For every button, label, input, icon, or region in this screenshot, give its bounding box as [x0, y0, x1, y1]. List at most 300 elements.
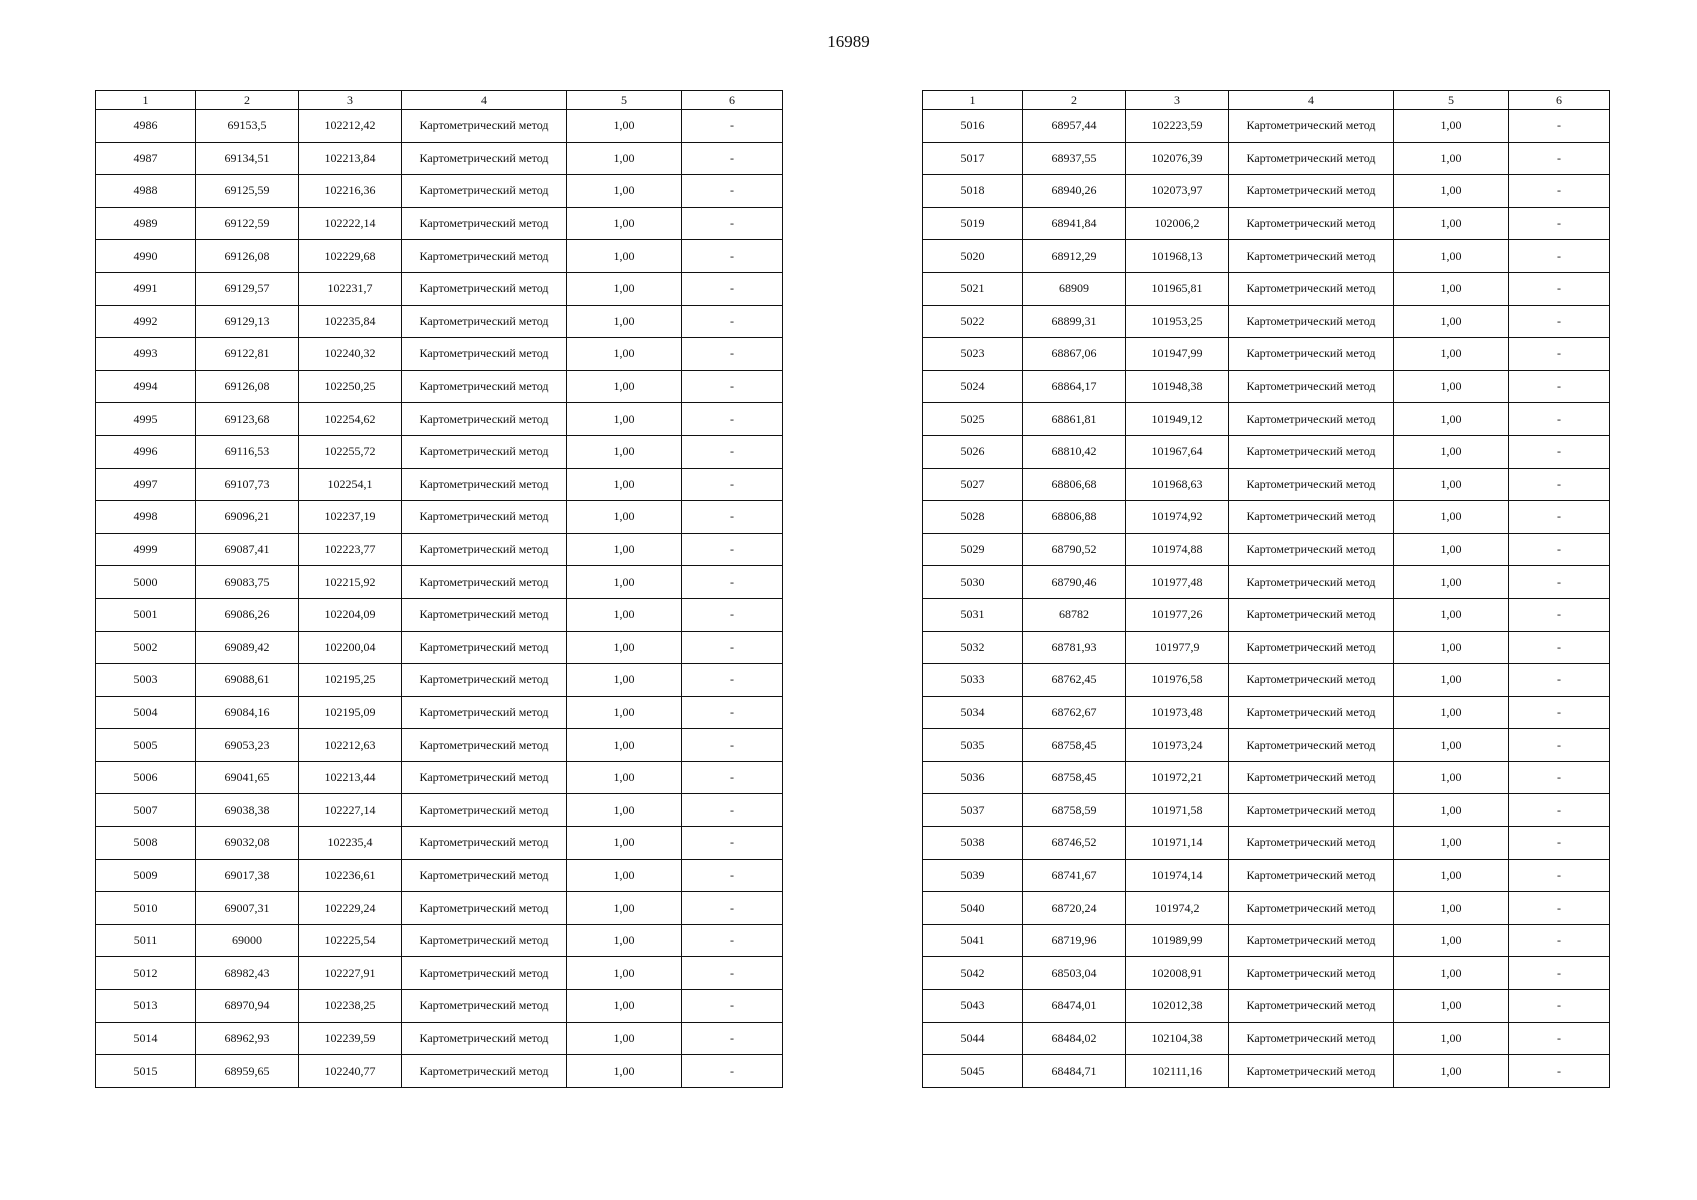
accuracy-cell: 1,00	[1394, 533, 1509, 566]
method-cell: Картометрический метод	[1229, 892, 1394, 925]
description-cell: -	[682, 468, 783, 501]
table-row	[923, 272, 1610, 305]
accuracy-cell: 1,00	[567, 664, 682, 697]
point-number-cell: 4993	[96, 338, 196, 371]
accuracy-cell: 1,00	[1394, 957, 1509, 990]
point-number-cell: 4992	[96, 305, 196, 338]
y-coordinate-cell: 102254,1	[299, 468, 402, 501]
point-number-cell: 5033	[923, 664, 1023, 697]
accuracy-cell: 1,00	[567, 533, 682, 566]
point-number-cell: 4994	[96, 370, 196, 403]
description-cell: -	[682, 240, 783, 273]
point-number-cell: 4987	[96, 142, 196, 175]
x-coordinate-cell: 68982,43	[196, 957, 299, 990]
method-cell: Картометрический метод	[402, 859, 567, 892]
y-coordinate-cell: 102200,04	[299, 631, 402, 664]
method-cell: Картометрический метод	[1229, 240, 1394, 273]
x-coordinate-cell: 68957,44	[1023, 110, 1126, 143]
table-row	[923, 827, 1610, 860]
accuracy-cell: 1,00	[567, 142, 682, 175]
accuracy-cell: 1,00	[1394, 272, 1509, 305]
point-number-cell: 5017	[923, 142, 1023, 175]
x-coordinate-cell: 68909	[1023, 272, 1126, 305]
point-number-cell: 5028	[923, 501, 1023, 534]
x-coordinate-cell: 68758,59	[1023, 794, 1126, 827]
x-coordinate-cell: 69126,08	[196, 240, 299, 273]
table-row	[96, 305, 783, 338]
table-row	[96, 566, 783, 599]
x-coordinate-cell: 69000	[196, 924, 299, 957]
x-coordinate-cell: 68899,31	[1023, 305, 1126, 338]
point-number-cell: 5040	[923, 892, 1023, 925]
x-coordinate-cell: 69122,59	[196, 207, 299, 240]
x-coordinate-cell: 69053,23	[196, 729, 299, 762]
accuracy-cell: 1,00	[567, 859, 682, 892]
x-coordinate-cell: 69125,59	[196, 175, 299, 208]
description-cell: -	[1509, 435, 1610, 468]
x-coordinate-cell: 69084,16	[196, 696, 299, 729]
x-coordinate-cell: 68806,68	[1023, 468, 1126, 501]
x-coordinate-cell: 68762,67	[1023, 696, 1126, 729]
point-number-cell: 4990	[96, 240, 196, 273]
accuracy-cell: 1,00	[567, 468, 682, 501]
point-number-cell: 5036	[923, 761, 1023, 794]
column-header: 4	[402, 91, 567, 110]
x-coordinate-cell: 69083,75	[196, 566, 299, 599]
table-row	[923, 1022, 1610, 1055]
column-header: 1	[96, 91, 196, 110]
method-cell: Картометрический метод	[402, 598, 567, 631]
y-coordinate-cell: 102235,4	[299, 827, 402, 860]
description-cell: -	[682, 338, 783, 371]
point-number-cell: 5011	[96, 924, 196, 957]
x-coordinate-cell: 68959,65	[196, 1055, 299, 1088]
table-row	[96, 403, 783, 436]
y-coordinate-cell: 101953,25	[1126, 305, 1229, 338]
y-coordinate-cell: 102008,91	[1126, 957, 1229, 990]
table-row	[96, 533, 783, 566]
point-number-cell: 5042	[923, 957, 1023, 990]
table-row	[923, 207, 1610, 240]
method-cell: Картометрический метод	[402, 1055, 567, 1088]
point-number-cell: 5009	[96, 859, 196, 892]
x-coordinate-cell: 68484,02	[1023, 1022, 1126, 1055]
point-number-cell: 5021	[923, 272, 1023, 305]
y-coordinate-cell: 101965,81	[1126, 272, 1229, 305]
x-coordinate-cell: 69096,21	[196, 501, 299, 534]
method-cell: Картометрический метод	[1229, 859, 1394, 892]
y-coordinate-cell: 102250,25	[299, 370, 402, 403]
accuracy-cell: 1,00	[567, 761, 682, 794]
y-coordinate-cell: 101967,64	[1126, 435, 1229, 468]
x-coordinate-cell: 68861,81	[1023, 403, 1126, 436]
accuracy-cell: 1,00	[567, 435, 682, 468]
description-cell: -	[682, 892, 783, 925]
y-coordinate-cell: 102229,24	[299, 892, 402, 925]
point-number-cell: 5030	[923, 566, 1023, 599]
y-coordinate-cell: 102111,16	[1126, 1055, 1229, 1088]
x-coordinate-cell: 68781,93	[1023, 631, 1126, 664]
method-cell: Картометрический метод	[402, 1022, 567, 1055]
y-coordinate-cell: 101974,92	[1126, 501, 1229, 534]
y-coordinate-cell: 102195,09	[299, 696, 402, 729]
description-cell: -	[682, 990, 783, 1023]
accuracy-cell: 1,00	[1394, 305, 1509, 338]
table-body	[96, 110, 783, 1088]
x-coordinate-cell: 68503,04	[1023, 957, 1126, 990]
table-header-row	[96, 91, 783, 110]
description-cell: -	[1509, 501, 1610, 534]
table-row	[96, 501, 783, 534]
description-cell: -	[682, 729, 783, 762]
point-number-cell: 4991	[96, 272, 196, 305]
accuracy-cell: 1,00	[567, 175, 682, 208]
table-row	[96, 664, 783, 697]
method-cell: Картометрический метод	[402, 957, 567, 990]
accuracy-cell: 1,00	[567, 696, 682, 729]
method-cell: Картометрический метод	[1229, 1022, 1394, 1055]
method-cell: Картометрический метод	[1229, 566, 1394, 599]
x-coordinate-cell: 68719,96	[1023, 924, 1126, 957]
y-coordinate-cell: 102240,32	[299, 338, 402, 371]
table-row	[96, 110, 783, 143]
table-row	[923, 501, 1610, 534]
x-coordinate-cell: 68484,71	[1023, 1055, 1126, 1088]
point-number-cell: 5043	[923, 990, 1023, 1023]
description-cell: -	[1509, 892, 1610, 925]
y-coordinate-cell: 102229,68	[299, 240, 402, 273]
method-cell: Картометрический метод	[402, 272, 567, 305]
y-coordinate-cell: 102227,14	[299, 794, 402, 827]
x-coordinate-cell: 68806,88	[1023, 501, 1126, 534]
table-row	[923, 533, 1610, 566]
description-cell: -	[682, 794, 783, 827]
description-cell: -	[1509, 827, 1610, 860]
accuracy-cell: 1,00	[567, 501, 682, 534]
table-row	[96, 892, 783, 925]
table-row	[923, 957, 1610, 990]
x-coordinate-cell: 68474,01	[1023, 990, 1126, 1023]
point-number-cell: 5027	[923, 468, 1023, 501]
y-coordinate-cell: 102006,2	[1126, 207, 1229, 240]
y-coordinate-cell: 102222,14	[299, 207, 402, 240]
accuracy-cell: 1,00	[567, 207, 682, 240]
y-coordinate-cell: 102076,39	[1126, 142, 1229, 175]
method-cell: Картометрический метод	[1229, 468, 1394, 501]
table-row	[96, 468, 783, 501]
x-coordinate-cell: 68941,84	[1023, 207, 1126, 240]
y-coordinate-cell: 102239,59	[299, 1022, 402, 1055]
table-row	[923, 794, 1610, 827]
y-coordinate-cell: 102237,19	[299, 501, 402, 534]
description-cell: -	[682, 370, 783, 403]
method-cell: Картометрический метод	[402, 533, 567, 566]
y-coordinate-cell: 101976,58	[1126, 664, 1229, 697]
point-number-cell: 5045	[923, 1055, 1023, 1088]
x-coordinate-cell: 68790,46	[1023, 566, 1126, 599]
table-row	[923, 240, 1610, 273]
point-number-cell: 4997	[96, 468, 196, 501]
method-cell: Картометрический метод	[1229, 533, 1394, 566]
point-number-cell: 4986	[96, 110, 196, 143]
method-cell: Картометрический метод	[402, 468, 567, 501]
description-cell: -	[682, 305, 783, 338]
method-cell: Картометрический метод	[1229, 761, 1394, 794]
x-coordinate-cell: 69122,81	[196, 338, 299, 371]
description-cell: -	[1509, 305, 1610, 338]
column-header: 1	[923, 91, 1023, 110]
y-coordinate-cell: 101968,63	[1126, 468, 1229, 501]
y-coordinate-cell: 101971,58	[1126, 794, 1229, 827]
point-number-cell: 5006	[96, 761, 196, 794]
table-row	[923, 142, 1610, 175]
point-number-cell: 5026	[923, 435, 1023, 468]
table-row	[923, 761, 1610, 794]
accuracy-cell: 1,00	[567, 957, 682, 990]
x-coordinate-cell: 68758,45	[1023, 729, 1126, 762]
accuracy-cell: 1,00	[567, 990, 682, 1023]
method-cell: Картометрический метод	[402, 924, 567, 957]
y-coordinate-cell: 101973,48	[1126, 696, 1229, 729]
accuracy-cell: 1,00	[567, 729, 682, 762]
method-cell: Картометрический метод	[402, 175, 567, 208]
description-cell: -	[682, 1022, 783, 1055]
y-coordinate-cell: 102223,77	[299, 533, 402, 566]
table-row	[923, 729, 1610, 762]
description-cell: -	[1509, 631, 1610, 664]
point-number-cell: 5022	[923, 305, 1023, 338]
point-number-cell: 5041	[923, 924, 1023, 957]
x-coordinate-cell: 69129,57	[196, 272, 299, 305]
point-number-cell: 5014	[96, 1022, 196, 1055]
y-coordinate-cell: 101977,9	[1126, 631, 1229, 664]
table-row	[923, 110, 1610, 143]
table-row	[923, 696, 1610, 729]
table-row	[96, 207, 783, 240]
y-coordinate-cell: 101974,88	[1126, 533, 1229, 566]
accuracy-cell: 1,00	[1394, 403, 1509, 436]
table-row	[96, 142, 783, 175]
description-cell: -	[1509, 272, 1610, 305]
method-cell: Картометрический метод	[402, 207, 567, 240]
x-coordinate-cell: 69032,08	[196, 827, 299, 860]
method-cell: Картометрический метод	[1229, 370, 1394, 403]
table-row	[96, 240, 783, 273]
description-cell: -	[682, 110, 783, 143]
description-cell: -	[1509, 403, 1610, 436]
point-number-cell: 5008	[96, 827, 196, 860]
method-cell: Картометрический метод	[402, 696, 567, 729]
point-number-cell: 5023	[923, 338, 1023, 371]
column-header: 5	[1394, 91, 1509, 110]
accuracy-cell: 1,00	[567, 892, 682, 925]
method-cell: Картометрический метод	[1229, 924, 1394, 957]
y-coordinate-cell: 102212,42	[299, 110, 402, 143]
point-number-cell: 5002	[96, 631, 196, 664]
y-coordinate-cell: 102231,7	[299, 272, 402, 305]
column-header: 3	[299, 91, 402, 110]
accuracy-cell: 1,00	[1394, 924, 1509, 957]
point-number-cell: 5001	[96, 598, 196, 631]
description-cell: -	[682, 859, 783, 892]
accuracy-cell: 1,00	[567, 566, 682, 599]
table-row	[96, 272, 783, 305]
point-number-cell: 5034	[923, 696, 1023, 729]
description-cell: -	[682, 598, 783, 631]
point-number-cell: 4989	[96, 207, 196, 240]
accuracy-cell: 1,00	[1394, 370, 1509, 403]
y-coordinate-cell: 102012,38	[1126, 990, 1229, 1023]
table-row	[923, 664, 1610, 697]
column-header: 6	[1509, 91, 1610, 110]
point-number-cell: 5000	[96, 566, 196, 599]
table-row	[96, 924, 783, 957]
point-number-cell: 5013	[96, 990, 196, 1023]
table-row	[923, 892, 1610, 925]
point-number-cell: 5037	[923, 794, 1023, 827]
x-coordinate-cell: 69089,42	[196, 631, 299, 664]
accuracy-cell: 1,00	[1394, 435, 1509, 468]
description-cell: -	[682, 175, 783, 208]
accuracy-cell: 1,00	[567, 370, 682, 403]
table-row	[96, 370, 783, 403]
description-cell: -	[682, 696, 783, 729]
description-cell: -	[682, 957, 783, 990]
y-coordinate-cell: 102223,59	[1126, 110, 1229, 143]
x-coordinate-cell: 69038,38	[196, 794, 299, 827]
method-cell: Картометрический метод	[1229, 207, 1394, 240]
method-cell: Картометрический метод	[1229, 272, 1394, 305]
x-coordinate-cell: 69041,65	[196, 761, 299, 794]
description-cell: -	[682, 761, 783, 794]
method-cell: Картометрический метод	[1229, 664, 1394, 697]
accuracy-cell: 1,00	[1394, 892, 1509, 925]
description-cell: -	[1509, 696, 1610, 729]
description-cell: -	[1509, 794, 1610, 827]
point-number-cell: 5007	[96, 794, 196, 827]
y-coordinate-cell: 101977,48	[1126, 566, 1229, 599]
y-coordinate-cell: 102073,97	[1126, 175, 1229, 208]
accuracy-cell: 1,00	[567, 110, 682, 143]
y-coordinate-cell: 102195,25	[299, 664, 402, 697]
method-cell: Картометрический метод	[1229, 338, 1394, 371]
description-cell: -	[1509, 859, 1610, 892]
method-cell: Картометрический метод	[1229, 403, 1394, 436]
accuracy-cell: 1,00	[1394, 794, 1509, 827]
table-row	[96, 729, 783, 762]
table-row	[96, 957, 783, 990]
accuracy-cell: 1,00	[1394, 566, 1509, 599]
method-cell: Картометрический метод	[402, 631, 567, 664]
description-cell: -	[682, 827, 783, 860]
description-cell: -	[682, 664, 783, 697]
y-coordinate-cell: 102240,77	[299, 1055, 402, 1088]
left-coordinates-table	[95, 90, 783, 1088]
description-cell: -	[1509, 338, 1610, 371]
y-coordinate-cell: 102216,36	[299, 175, 402, 208]
description-cell: -	[1509, 175, 1610, 208]
method-cell: Картометрический метод	[1229, 729, 1394, 762]
table-row	[96, 859, 783, 892]
x-coordinate-cell: 69088,61	[196, 664, 299, 697]
accuracy-cell: 1,00	[1394, 729, 1509, 762]
point-number-cell: 5020	[923, 240, 1023, 273]
accuracy-cell: 1,00	[1394, 827, 1509, 860]
method-cell: Картометрический метод	[402, 892, 567, 925]
accuracy-cell: 1,00	[1394, 696, 1509, 729]
table-row	[923, 1055, 1610, 1088]
point-number-cell: 5035	[923, 729, 1023, 762]
x-coordinate-cell: 69126,08	[196, 370, 299, 403]
y-coordinate-cell: 102254,62	[299, 403, 402, 436]
method-cell: Картометрический метод	[1229, 794, 1394, 827]
method-cell: Картометрический метод	[1229, 598, 1394, 631]
point-number-cell: 5018	[923, 175, 1023, 208]
accuracy-cell: 1,00	[1394, 240, 1509, 273]
description-cell: -	[682, 1055, 783, 1088]
method-cell: Картометрический метод	[1229, 435, 1394, 468]
method-cell: Картометрический метод	[402, 761, 567, 794]
table-row	[96, 1055, 783, 1088]
point-number-cell: 5003	[96, 664, 196, 697]
accuracy-cell: 1,00	[567, 338, 682, 371]
description-cell: -	[682, 403, 783, 436]
method-cell: Картометрический метод	[1229, 142, 1394, 175]
description-cell: -	[1509, 468, 1610, 501]
column-header: 3	[1126, 91, 1229, 110]
x-coordinate-cell: 69153,5	[196, 110, 299, 143]
table-body	[923, 110, 1610, 1088]
y-coordinate-cell: 101974,14	[1126, 859, 1229, 892]
x-coordinate-cell: 69129,13	[196, 305, 299, 338]
y-coordinate-cell: 101973,24	[1126, 729, 1229, 762]
accuracy-cell: 1,00	[567, 1022, 682, 1055]
x-coordinate-cell: 68746,52	[1023, 827, 1126, 860]
column-header: 6	[682, 91, 783, 110]
table-row	[923, 468, 1610, 501]
point-number-cell: 4995	[96, 403, 196, 436]
y-coordinate-cell: 101968,13	[1126, 240, 1229, 273]
description-cell: -	[1509, 761, 1610, 794]
description-cell: -	[1509, 957, 1610, 990]
method-cell: Картометрический метод	[402, 370, 567, 403]
method-cell: Картометрический метод	[402, 566, 567, 599]
table-row	[923, 566, 1610, 599]
accuracy-cell: 1,00	[567, 794, 682, 827]
y-coordinate-cell: 102215,92	[299, 566, 402, 599]
point-number-cell: 4999	[96, 533, 196, 566]
accuracy-cell: 1,00	[1394, 990, 1509, 1023]
x-coordinate-cell: 69134,51	[196, 142, 299, 175]
table-row	[96, 338, 783, 371]
method-cell: Картометрический метод	[402, 110, 567, 143]
x-coordinate-cell: 68970,94	[196, 990, 299, 1023]
y-coordinate-cell: 102255,72	[299, 435, 402, 468]
table-row	[96, 175, 783, 208]
x-coordinate-cell: 69116,53	[196, 435, 299, 468]
method-cell: Картометрический метод	[1229, 827, 1394, 860]
x-coordinate-cell: 68810,42	[1023, 435, 1126, 468]
accuracy-cell: 1,00	[1394, 631, 1509, 664]
x-coordinate-cell: 69087,41	[196, 533, 299, 566]
y-coordinate-cell: 101971,14	[1126, 827, 1229, 860]
x-coordinate-cell: 68782	[1023, 598, 1126, 631]
table-row	[96, 827, 783, 860]
description-cell: -	[1509, 566, 1610, 599]
method-cell: Картометрический метод	[402, 729, 567, 762]
point-number-cell: 5016	[923, 110, 1023, 143]
table-row	[96, 794, 783, 827]
